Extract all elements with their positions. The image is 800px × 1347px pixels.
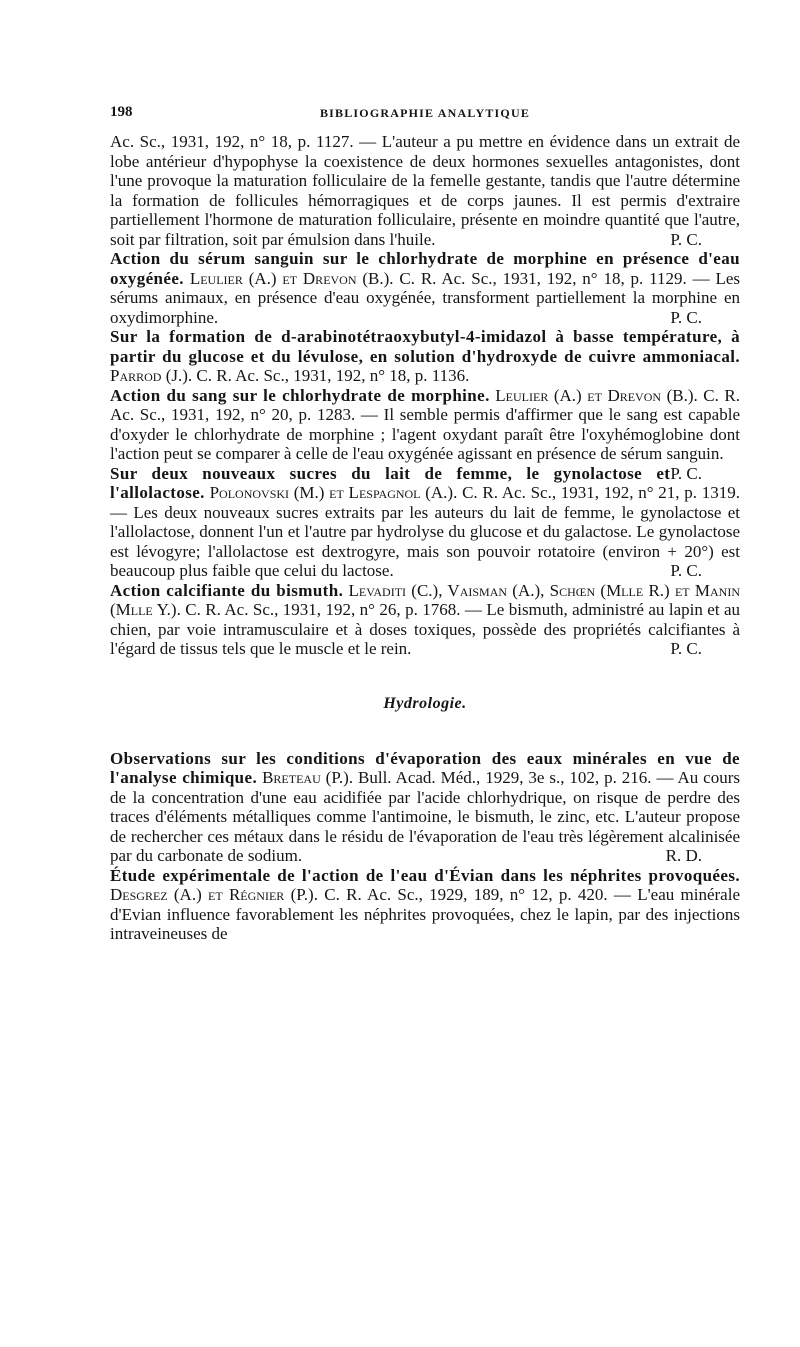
page-header (110, 104, 740, 126)
signature: P. C. (670, 229, 702, 249)
page (110, 104, 740, 944)
entry-body: C. R. Ac. Sc., 1931, 192, n° 26, p. 1768. — Le bismuth, administré au lapin et au chien, par voie intramusculaire et à doses toxiques, possède des propriétés calcifiantes à l'égard de tissus tels que le muscle et le rein. (110, 600, 741, 658)
bibliography-list (110, 249, 740, 659)
bibliography-entry (110, 327, 740, 386)
continued-abstract (110, 132, 740, 249)
entry-body: C. R. Ac. Sc., 1929, 189, n° 12, p. 420. — L'eau minérale d'Evian influence favorablement les néphrites provoquées, chez le lapin, par des injections intraveineuses de (110, 885, 740, 943)
entry-body: C. R. Ac. Sc., 1931, 192, n° 21, p. 1319. — Les deux nouveaux sucres extraits par les auteurs du lait de femme, le gynolactose et l'allolactose, donnent l'un et l'autre par hydrolyse du glucose et du galactose. Le gynolactose est lévogyre; l'allolactose est dextrogyre, mais son pouvoir rotatoire (environ + 20°) est beaucoup plus faible que celui du lactose. (110, 483, 740, 580)
bibliography-entry (110, 464, 740, 581)
abstract-text: Ac. Sc., 1931, 192, n° 18, p. 1127. — L'auteur a pu mettre en évidence dans un extrait de lobe antérieur d'hypophyse la coexistence de deux hormones sexuelles antagonistes, dont l'une provoque la maturation folliculaire de la femelle gestante, tandis que l'autre détermine la formation de follicules hémorragiques et de corps jaunes. Il est permis d'extraire partiellement l'hormone de maturation folliculaire, présente en moindre quantité que l'autre, soit par filtration, soit par émulsion dans l'huile. (110, 132, 740, 249)
entry-title: Action du sang sur le chlorhydrate de morphine. (110, 385, 490, 405)
entry-authors: Parrod (J.). (110, 366, 193, 385)
entry-body: C. R. Ac. Sc., 1931, 192, n° 18, p. 1129. — Les sérums animaux, en présence d'eau oxygénée, transforment partiellement la morphine en oxydimorphine. (110, 268, 741, 327)
section-title: Hydrologie. (383, 694, 467, 712)
entry-title: Action du sérum sanguin sur le chlorhydrate de morphine en présence d'eau oxygénée. (110, 249, 740, 288)
entry-authors: Desgrez (A.) et Régnier (P.). (110, 885, 318, 904)
entry-authors: Leulier (A.) et Drevon (B.). (495, 385, 698, 405)
bibliography-entry (110, 581, 740, 659)
page-number: 198 (110, 104, 133, 120)
signature: P. C. (670, 463, 702, 483)
bibliography-entry (110, 249, 740, 327)
entry-title: Étude expérimentale de l'action de l'eau d'Évian dans les néphrites provoquées. (110, 865, 740, 885)
signature: P. C. (670, 307, 702, 327)
signature: P. C. (670, 561, 702, 580)
running-head: BIBLIOGRAPHIE ANALYTIQUE (319, 106, 531, 120)
signature: R. D. (665, 846, 702, 865)
bibliography-entry (110, 749, 740, 866)
entry-authors: Levaditi (C.), Vaisman (A.), Schœn (Mlle R.) et Manin (Mlle Y.). (110, 580, 741, 619)
entry-body: Bull. Acad. Méd., 1929, 3e s., 102, p. 216. — Au cours de la concentration d'une eau acidifiée par l'acide chlorhydrique, on risque de perdre des traces d'éléments métalliques comme l'antimoine, le bismuth, le zinc, etc. L'auteur propose de rechercher ces métaux dans le résidu de l'évaporation de l'eau très légèrement alcalinisée par du carbonate de sodium. (110, 768, 741, 865)
signature: P. C. (670, 639, 702, 658)
entry-title: Sur la formation de d-arabinotétraoxybutyl-4-imidazol à basse température, à partir du glucose et du lévulose, en solution d'hydroxyde de cuivre ammoniacal. (110, 327, 740, 366)
entry-body: C. R. Ac. Sc., 1931, 192, n° 18, p. 1136. (196, 366, 470, 385)
entry-title: Action calcifiante du bismuth. (110, 580, 344, 600)
entry-authors: Polonovski (M.) et Lespagnol (A.). (209, 483, 458, 502)
entry-authors: Breteau (P.). (262, 768, 354, 787)
entry-authors: Leulier (A.) et Drevon (B.). (189, 268, 394, 288)
entry-body: C. R. Ac. Sc., 1931, 192, n° 20, p. 1283. — Il semble permis d'affirmer que le sang est capable d'oxyder le chlorhydrate de morphine ; l'agent oxydant paraît être l'oxyhémoglobine dont l'action peut se comparer à celle de l'eau oxygénée agissant en présence de sérum sanguin. (110, 385, 740, 463)
entry-title: Observations sur les conditions d'évaporation des eaux minérales en vue de l'analyse chimique. (110, 748, 740, 787)
bibliography-list-hydrologie (110, 749, 740, 944)
entry-title: Sur deux nouveaux sucres du lait de femme, le gynolactose et l'allolactose. (110, 463, 671, 502)
bibliography-entry (110, 866, 740, 944)
